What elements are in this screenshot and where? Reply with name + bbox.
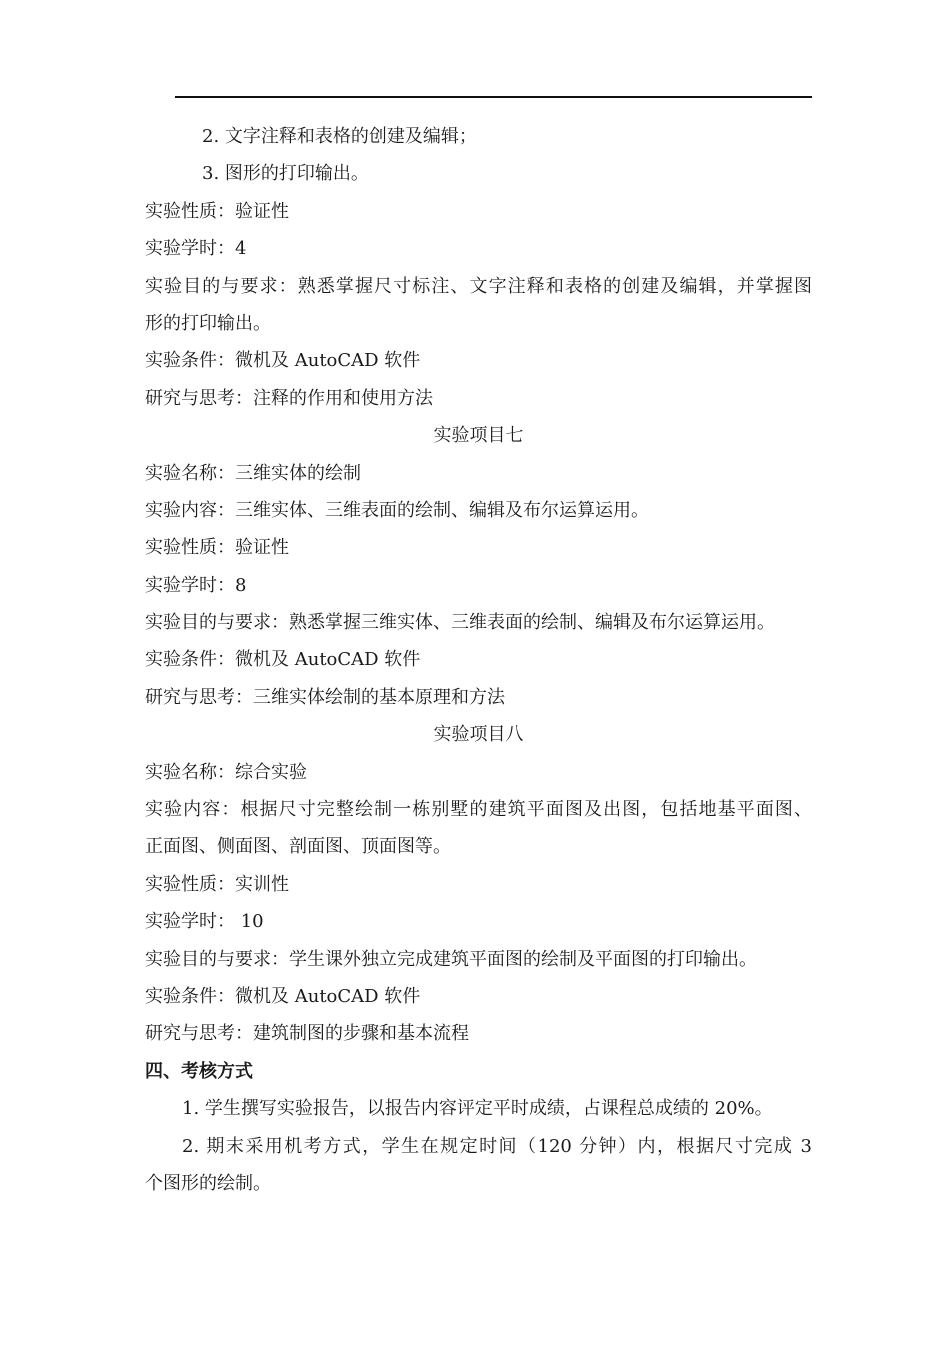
experiment-goal: 实验目的与要求：熟悉掌握尺寸标注、文字注释和表格的创建及编辑，并掌握图: [145, 275, 812, 297]
section-heading-assessment: 四、考核方式: [145, 1060, 253, 1082]
header-rule: [175, 96, 812, 98]
research-and-thinking: 研究与思考：建筑制图的步骤和基本流程: [145, 1023, 469, 1045]
experiment-nature: 实验性质：实训性: [145, 873, 289, 895]
assessment-item-1: 1. 学生撰写实验报告，以报告内容评定平时成绩，占课程总成绩的 20%。: [182, 1098, 773, 1120]
experiment-nature: 实验性质：验证性: [145, 537, 289, 559]
experiment-conditions: 实验条件：微机及 AutoCAD 软件: [145, 985, 421, 1007]
section-heading-project-8: 实验项目八: [433, 724, 524, 746]
experiment-content: 实验内容：根据尺寸完整绘制一栋别墅的建筑平面图及出图，包括地基平面图、: [145, 799, 812, 821]
experiment-hours: 实验学时： 10: [145, 911, 264, 933]
assessment-item-2: 2. 期末采用机考方式，学生在规定时间（120 分钟）内，根据尺寸完成 3: [182, 1135, 812, 1157]
list-item-print-output: 3. 图形的打印输出。: [202, 163, 369, 185]
experiment-nature: 实验性质：验证性: [145, 200, 289, 222]
list-item-text-annotation: 2. 文字注释和表格的创建及编辑；: [202, 126, 477, 147]
experiment-goal-continued: 形的打印输出。: [145, 312, 271, 334]
experiment-content: 实验内容：三维实体、三维表面的绘制、编辑及布尔运算运用。: [145, 499, 649, 521]
experiment-goal: 实验目的与要求：学生课外独立完成建筑平面图的绘制及平面图的打印输出。: [145, 948, 757, 970]
section-heading-project-7: 实验项目七: [433, 425, 524, 447]
experiment-conditions: 实验条件：微机及 AutoCAD 软件: [145, 350, 421, 372]
research-and-thinking: 研究与思考：注释的作用和使用方法: [145, 387, 433, 409]
experiment-hours: 实验学时：8: [145, 574, 247, 596]
experiment-name: 实验名称：综合实验: [145, 761, 307, 783]
experiment-conditions: 实验条件：微机及 AutoCAD 软件: [145, 649, 421, 671]
document-body: [145, 118, 812, 1202]
experiment-name: 实验名称：三维实体的绘制: [145, 462, 361, 484]
research-and-thinking: 研究与思考：三维实体绘制的基本原理和方法: [145, 686, 505, 708]
assessment-item-2-continued: 个图形的绘制。: [145, 1172, 271, 1194]
experiment-goal: 实验目的与要求：熟悉掌握三维实体、三维表面的绘制、编辑及布尔运算运用。: [145, 612, 775, 634]
experiment-hours: 实验学时：4: [145, 238, 247, 260]
experiment-content-continued: 正面图、侧面图、剖面图、顶面图等。: [145, 836, 451, 858]
